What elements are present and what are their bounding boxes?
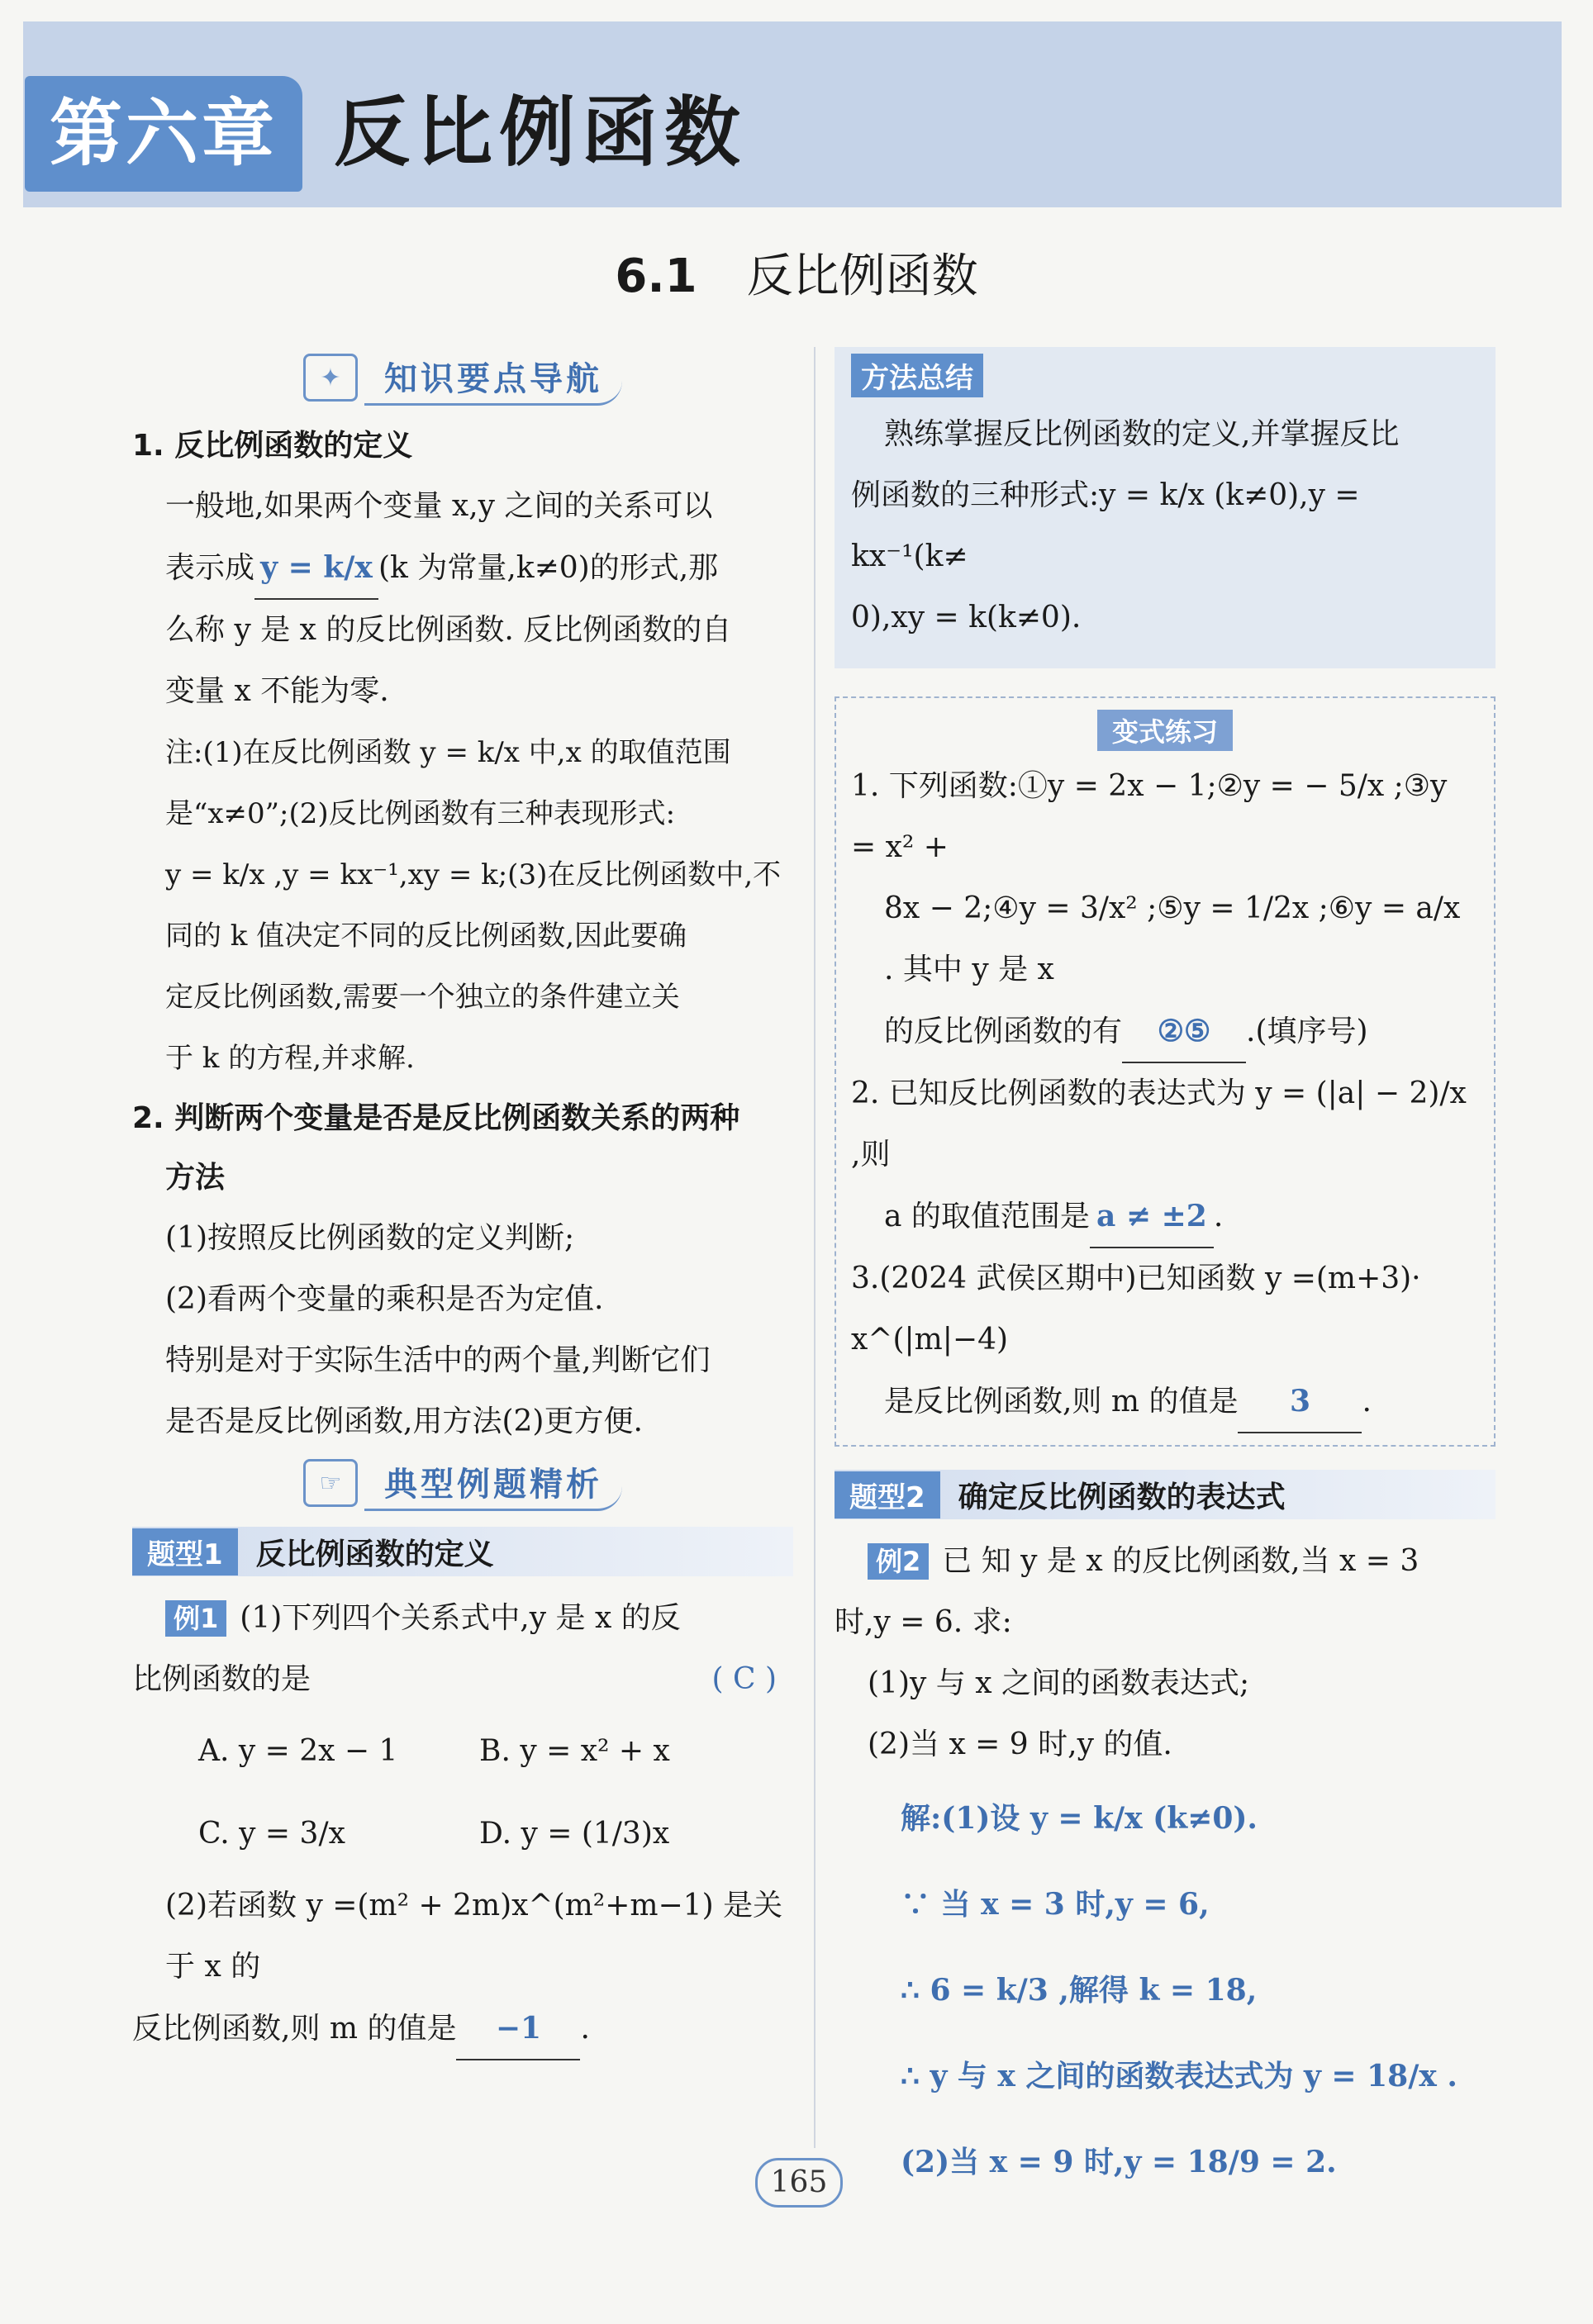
- practice-2-line1: 2. 已知反比例函数的表达式为 y = (|a| − 2)/x ,则: [851, 1076, 1467, 1172]
- section-title: [0, 244, 1593, 310]
- knowledge-1-line4: 变量 x 不能为零.: [165, 674, 389, 708]
- type-2-bar: [835, 1470, 1496, 1519]
- knowledge-nav-heading: [132, 347, 793, 408]
- knowledge-2-line3: 特别是对于实际生活中的两个量,判断它们: [165, 1343, 711, 1377]
- solution-line-2: ∵ 当 x = 3 时,y = 6,: [901, 1887, 1210, 1922]
- method-line-3: 0),xy = k(k≠0).: [851, 601, 1082, 634]
- practice-3-line1: 3.(2024 武侯区期中)已知函数 y =(m+3)· x^(|m|−4): [851, 1262, 1421, 1357]
- example-1-options: [132, 1710, 793, 1875]
- method-summary-box: [835, 347, 1496, 668]
- practice-2-line2: a 的取值范围是 a ≠ ±2 .: [851, 1186, 1479, 1248]
- type-2-tag: 题型2: [835, 1471, 940, 1518]
- solution-line-3: ∴ 6 = k/3 ,解得 k = 18,: [901, 1973, 1258, 2008]
- method-line-2: 例函数的三种形式:y = k/x (k≠0),y = kx⁻¹(k≠: [851, 478, 1360, 573]
- example-1-part2: (2)若函数 y =(m² + 2m)x^(m²+m−1) 是关于 x 的: [165, 1889, 783, 1984]
- solution-line-4: ∴ y 与 x 之间的函数表达式为 y = 18/x .: [901, 2059, 1457, 2094]
- example-2-line4: (2)当 x = 9 时,y 的值.: [868, 1728, 1172, 1761]
- column-divider: [814, 347, 816, 2148]
- page-number: 165: [755, 2158, 843, 2208]
- knowledge-1-title: 1. 反比例函数的定义: [132, 429, 413, 463]
- option-d: D. y = (1/3)x: [479, 1817, 670, 1851]
- practice-box: [835, 696, 1496, 1447]
- chapter-tag: 第六章: [25, 76, 302, 192]
- example-2-tag: 例2: [868, 1543, 929, 1580]
- note-line-1: 注:(1)在反比例函数 y = k/x 中,x 的取值范围: [165, 736, 731, 769]
- practice-1-line3: 的反比例函数的有 ②⑤ .(填序号): [851, 1000, 1479, 1063]
- practice-1-blank: ②⑤: [1122, 1000, 1246, 1063]
- type-2-title: 确定反比例函数的表达式: [958, 1480, 1286, 1514]
- note-line-6: 于 k 的方程,并求解.: [165, 1042, 415, 1075]
- examples-nav-heading: [132, 1452, 793, 1514]
- m-value-blank: −1: [456, 1998, 580, 2060]
- knowledge-1-text: 一般地,如果两个变量 x,y 之间的关系可以: [165, 489, 713, 523]
- examples-nav-label: 典型例题精析: [364, 1455, 622, 1511]
- practice-1-line1: 1. 下列函数:①y = 2x − 1;②y = − 5/x ;③y = x² +: [851, 769, 1448, 864]
- knowledge-2-title-cont: 方法: [165, 1161, 226, 1195]
- knowledge-1-line2: 表示成 y = k/x (k 为常量,k≠0)的形式,那: [132, 537, 793, 600]
- option-a: A. y = 2x − 1: [198, 1734, 398, 1768]
- solution-line-5: (2)当 x = 9 时,y = 18/9 = 2.: [901, 2145, 1337, 2179]
- note-line-5: 定反比例函数,需要一个独立的条件建立关: [165, 981, 680, 1014]
- method-line-1: 熟练掌握反比例函数的定义,并掌握反比: [884, 417, 1400, 451]
- type-1-tag: 题型1: [132, 1528, 238, 1575]
- note-line-3: y = k/x ,y = kx⁻¹,xy = k;(3)在反比例函数中,不: [165, 858, 782, 891]
- example-1-answer: ( C ): [711, 1662, 777, 1696]
- example-1-line2: 比例函数的是 ( C ): [132, 1649, 793, 1710]
- section-number: 6.1: [615, 250, 697, 303]
- knowledge-2-line2: (2)看两个变量的乘积是否为定值.: [165, 1282, 604, 1316]
- knowledge-2-title: 2. 判断两个变量是否是反比例函数关系的两种: [132, 1101, 740, 1135]
- method-summary-tag: 方法总结: [851, 354, 983, 397]
- definition-blank: y = k/x: [254, 537, 378, 600]
- example-1-tag: 例1: [165, 1600, 226, 1637]
- practice-tag: 变式练习: [1097, 710, 1233, 751]
- practice-3-line2: 是反比例函数,则 m 的值是 3 .: [851, 1371, 1479, 1433]
- example-1-line1: 例1 (1)下列四个关系式中,y 是 x 的反: [132, 1588, 793, 1649]
- section-name: 反比例函数: [746, 250, 978, 303]
- example-1-part2-line2: 反比例函数,则 m 的值是 −1 .: [132, 1998, 793, 2060]
- right-column: [835, 347, 1496, 2205]
- practice-1-line2: 8x − 2;④y = 3/x² ;⑤y = 1/2x ;⑥y = a/x . 其中 y 是 x: [884, 891, 1461, 986]
- knowledge-1-line3: 么称 y 是 x 的反比例函数. 反比例函数的自: [165, 613, 732, 647]
- knowledge-2-line1: (1)按照反比例函数的定义判断;: [165, 1221, 575, 1255]
- note-line-2: 是“x≠0”;(2)反比例函数有三种表现形式:: [165, 797, 676, 830]
- pointer-hand-icon: ☞: [303, 1459, 358, 1507]
- type-1-bar: [132, 1527, 793, 1576]
- option-b: B. y = x² + x: [479, 1734, 670, 1768]
- lightbulb-icon: ✦: [303, 354, 358, 402]
- solution-line-1: 解:(1)设 y = k/x (k≠0).: [901, 1801, 1258, 1836]
- option-c: C. y = 3/x: [198, 1817, 345, 1851]
- note-line-4: 同的 k 值决定不同的反比例函数,因此要确: [165, 920, 687, 953]
- knowledge-2-line4: 是否是反比例函数,用方法(2)更方便.: [165, 1404, 643, 1438]
- left-column: [132, 347, 793, 2060]
- chapter-title: 反比例函数: [334, 88, 748, 177]
- knowledge-nav-label: 知识要点导航: [364, 349, 622, 406]
- example-2-line1: 例2 已 知 y 是 x 的反比例函数,当 x = 3: [835, 1531, 1496, 1592]
- example-2-line2: 时,y = 6. 求:: [835, 1605, 1012, 1639]
- type-1-title: 反比例函数的定义: [255, 1537, 494, 1571]
- practice-2-blank: a ≠ ±2: [1090, 1186, 1214, 1248]
- example-2-line3: (1)y 与 x 之间的函数表达式;: [868, 1666, 1250, 1700]
- practice-3-blank: 3: [1238, 1371, 1362, 1433]
